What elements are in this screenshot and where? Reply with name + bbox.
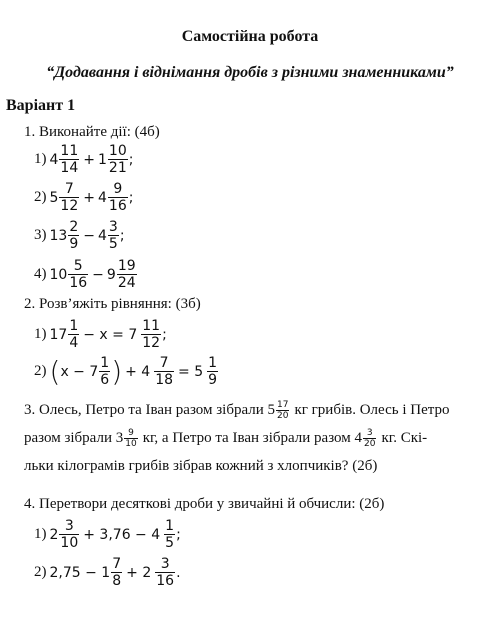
denominator: 20 [364, 439, 376, 449]
denominator: 21 [108, 160, 127, 176]
fraction [68, 258, 88, 291]
denominator: 14 [60, 160, 79, 176]
numerator: 1 [69, 318, 79, 334]
task3-line-1 [24, 400, 449, 421]
numerator: 9 [113, 181, 123, 197]
numerator: 19 [117, 258, 136, 274]
task2-equation-1 [34, 318, 167, 351]
punctuation: ; [162, 326, 167, 343]
numerator: 17 [277, 400, 289, 410]
numerator: 11 [142, 318, 161, 334]
numerator: 7 [159, 355, 169, 371]
numerator: 2 [69, 219, 79, 235]
numerator: 9 [128, 428, 134, 438]
fraction [124, 428, 137, 449]
expr-label: 2) [34, 564, 47, 580]
fraction [207, 355, 218, 388]
denominator: 16 [156, 573, 175, 589]
operator: + 4 [125, 363, 151, 380]
denominator: 8 [112, 573, 122, 589]
denominator: 16 [108, 198, 127, 214]
task3-text: кг. Скі- [381, 430, 428, 446]
fraction [59, 518, 79, 551]
task1-heading: 1. Виконайте дії: (4б) [24, 124, 160, 140]
task4-expression-1 [34, 518, 181, 551]
task1-expression-3 [34, 219, 125, 252]
task2-equation-2 [34, 355, 219, 388]
expression-middle: + 3,76 − 4 [83, 526, 161, 543]
expression-start: x − 7 [60, 363, 99, 380]
denominator: 5 [108, 236, 118, 252]
fraction [164, 518, 175, 551]
operator: − [92, 266, 104, 283]
whole-part: 1 [97, 151, 107, 168]
fraction [276, 400, 289, 421]
fraction [108, 181, 128, 214]
fraction [108, 143, 128, 176]
whole-part: 17 [49, 326, 68, 343]
denominator: 6 [100, 372, 110, 388]
numerator: 7 [112, 556, 122, 572]
expression-start: 2,75 − 1 [49, 564, 111, 581]
punctuation: . [176, 564, 181, 581]
denominator: 10 [125, 439, 137, 449]
numerator: 3 [64, 518, 74, 534]
task3-text: кг грибів. Олесь і Петро [294, 402, 450, 418]
expr-label: 3) [34, 227, 47, 243]
page-title: Самостійна робота [181, 28, 319, 45]
punctuation: ; [128, 189, 134, 206]
task1-expression-2 [34, 181, 133, 214]
whole-part: 10 [49, 266, 68, 283]
expr-label: 2) [34, 189, 47, 205]
whole-part: 2 [49, 526, 59, 543]
numerator: 1 [100, 355, 110, 371]
punctuation: ; [176, 526, 181, 543]
numerator: 5 [73, 258, 83, 274]
fraction [99, 355, 110, 388]
expr-label: 1) [34, 151, 47, 167]
whole-part: 13 [49, 227, 68, 244]
fraction [59, 181, 79, 214]
numerator: 10 [108, 143, 127, 159]
open-paren: ( [49, 354, 61, 388]
task3-line-3: льки кілограмів грибів зібрав кожний з хлопчиків? (2б) [24, 458, 378, 474]
denominator: 10 [60, 535, 79, 551]
operator: − [83, 227, 95, 244]
variant-label: Варіант 1 [6, 97, 76, 114]
denominator: 5 [165, 535, 175, 551]
numerator: 3 [108, 219, 118, 235]
task3-text: 3. Олесь, Петро та Іван разом зібрали 5 [24, 402, 276, 418]
denominator: 20 [277, 411, 289, 421]
numerator: 3 [366, 428, 373, 438]
whole-part: 4 [49, 151, 59, 168]
page-subtitle: “Додавання і віднімання дробів з різними знаменниками” [46, 64, 454, 81]
task4-expression-2 [34, 556, 181, 589]
punctuation: ; [128, 151, 134, 168]
fraction [111, 556, 122, 589]
fraction [141, 318, 161, 351]
numerator: 1 [165, 518, 175, 534]
punctuation: ; [119, 227, 125, 244]
numerator: 3 [160, 556, 170, 572]
task3-text: разом зібрали 3 [24, 430, 124, 446]
fraction [108, 219, 119, 252]
whole-part: 4 [97, 227, 107, 244]
expr-label: 1) [34, 526, 47, 542]
fraction [154, 355, 174, 388]
whole-part: 4 [97, 189, 107, 206]
denominator: 24 [117, 275, 136, 291]
fraction [59, 143, 79, 176]
fraction [363, 428, 376, 449]
denominator: 4 [69, 335, 79, 351]
fraction [155, 556, 175, 589]
denominator: 9 [69, 236, 79, 252]
expr-label: 2) [34, 363, 47, 379]
whole-part: 5 [49, 189, 59, 206]
denominator: 12 [142, 335, 161, 351]
task3-text: кг, а Петро та Іван зібрали разом 4 [142, 430, 363, 446]
whole-part: 9 [106, 266, 116, 283]
task4-heading: 4. Перетвори десяткові дроби у звичайні й обчисли: (2б) [24, 496, 385, 512]
operator: + 2 [126, 564, 152, 581]
task3-line-2 [24, 428, 427, 449]
operator: + [83, 189, 95, 206]
task1-expression-4 [34, 258, 138, 291]
task1-expression-1 [34, 143, 133, 176]
numerator: 11 [60, 143, 79, 159]
denominator: 12 [60, 198, 79, 214]
denominator: 16 [69, 275, 88, 291]
numerator: 1 [208, 355, 218, 371]
numerator: 7 [64, 181, 74, 197]
task2-heading: 2. Розв’яжіть рівняння: (3б) [24, 296, 201, 312]
close-paren: ) [111, 354, 123, 388]
fraction [68, 318, 79, 351]
denominator: 18 [155, 372, 174, 388]
expr-label: 4) [34, 266, 47, 282]
fraction [68, 219, 79, 252]
equals-part: = 5 [178, 363, 204, 380]
expr-label: 1) [34, 326, 47, 342]
operator: + [83, 151, 95, 168]
expression-middle: − x = 7 [83, 326, 138, 343]
denominator: 9 [208, 372, 218, 388]
fraction [117, 258, 137, 291]
